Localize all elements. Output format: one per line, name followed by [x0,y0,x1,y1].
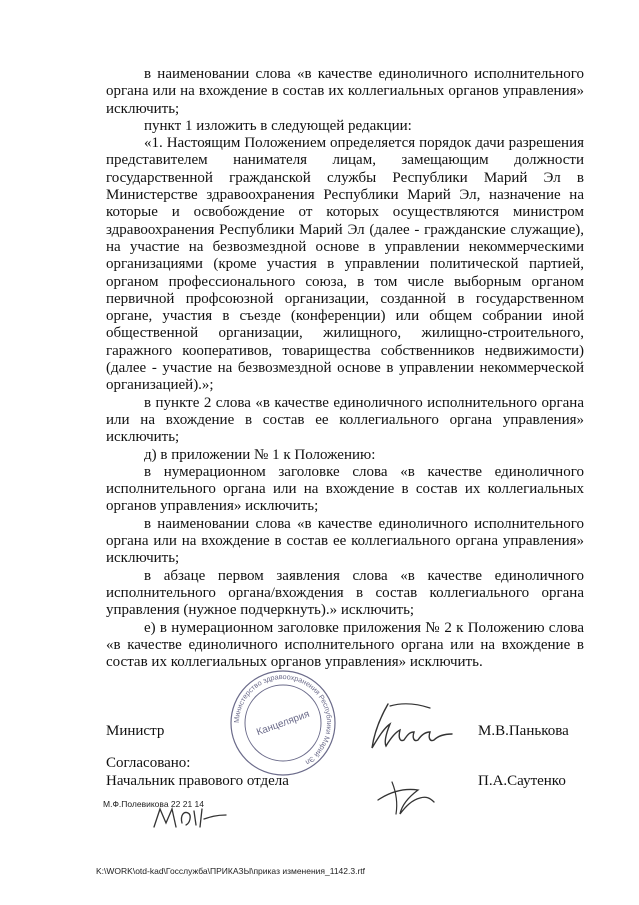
executor-info: М.Ф.Полевикова 22 21 14 [103,799,205,809]
official-stamp [228,668,338,778]
legal-head-autograph [370,770,440,820]
paragraph-6: в нумерационном заголовке слова «в качестве единоличного исполнительного органа или на вхождение в состав их коллегиальных органов управления» исключить; [106,463,584,515]
legal-head-name: П.А.Саутенко [478,773,566,789]
file-path: K:\WORK\otd-kad\Госслужба\ПРИКАЗЫ\приказ изменения_1142.3.rtf [96,866,366,876]
minister-autograph [360,698,460,758]
executor-initials [150,803,230,831]
paragraph-2: пункт 1 изложить в следующей редакции: [144,117,412,134]
document-body [106,66,584,671]
minister-name: М.В.Панькова [478,723,569,739]
paragraph-8: в абзаце первом заявления слова «в качестве единоличного исполнительного органа/вхождения в состав коллегиального органа управления (нужное подчеркнуть).» исключить; [106,567,584,619]
stamp-center-text: Канцелярия [255,708,312,739]
minister-title: Министр [106,723,165,739]
stamp-ring-text: Министерство здравоохранения Республики Марий Эл [231,671,335,768]
paragraph-4: в пункте 2 слова «в качестве единоличного исполнительного органа или на вхождение в состав ее коллегиального органа управления» исключить; [106,394,584,446]
legal-head-title: Начальник правового отдела [106,773,289,789]
paragraph-9: е) в нумерационном заголовке приложения № 2 к Положению слова «в качестве единоличного исполнительного органа или на вхождение в состав их коллегиальных органов управления» исключить. [106,619,584,671]
agreed-label: Согласовано: [106,755,191,771]
paragraph-1: в наименовании слова «в качестве единоличного исполнительного органа или на вхождение в состав их коллегиальных органов управления» исключить; [106,66,584,117]
paragraph-5: д) в приложении № 1 к Положению: [144,446,376,463]
paragraph-7: в наименовании слова «в качестве единоличного исполнительного органа или на вхождение в состав ее коллегиального органа управления» исключить; [106,515,584,567]
paragraph-3: «1. Настоящим Положением определяется порядок дачи разрешения представителем нанимателя лицам, замещающим должности государственной гражданской службы Республики Марий Эл в Министерстве здравоохранения Республики Марий Эл, назначение на которые и освобождение от которых осуществляются министром здравоохранения Республики Марий Эл (далее - гражданские служащие), на участие на безвозмездной основе в управлении некоммерческими организациями (кроме участия в управлении политической партией, органом профессионального союза, в том числе выборным органом первичной профсоюзной организации, созданной в государственном органе, участия в съезде (конференции) или общем собрании иной общественной организации, жилищного, жилищно-строительного, гаражного кооперативов, товарищества собственников недвижимости) (далее - участие на безвозмездной основе в управлении некоммерческой организацией).»; [106,135,584,394]
